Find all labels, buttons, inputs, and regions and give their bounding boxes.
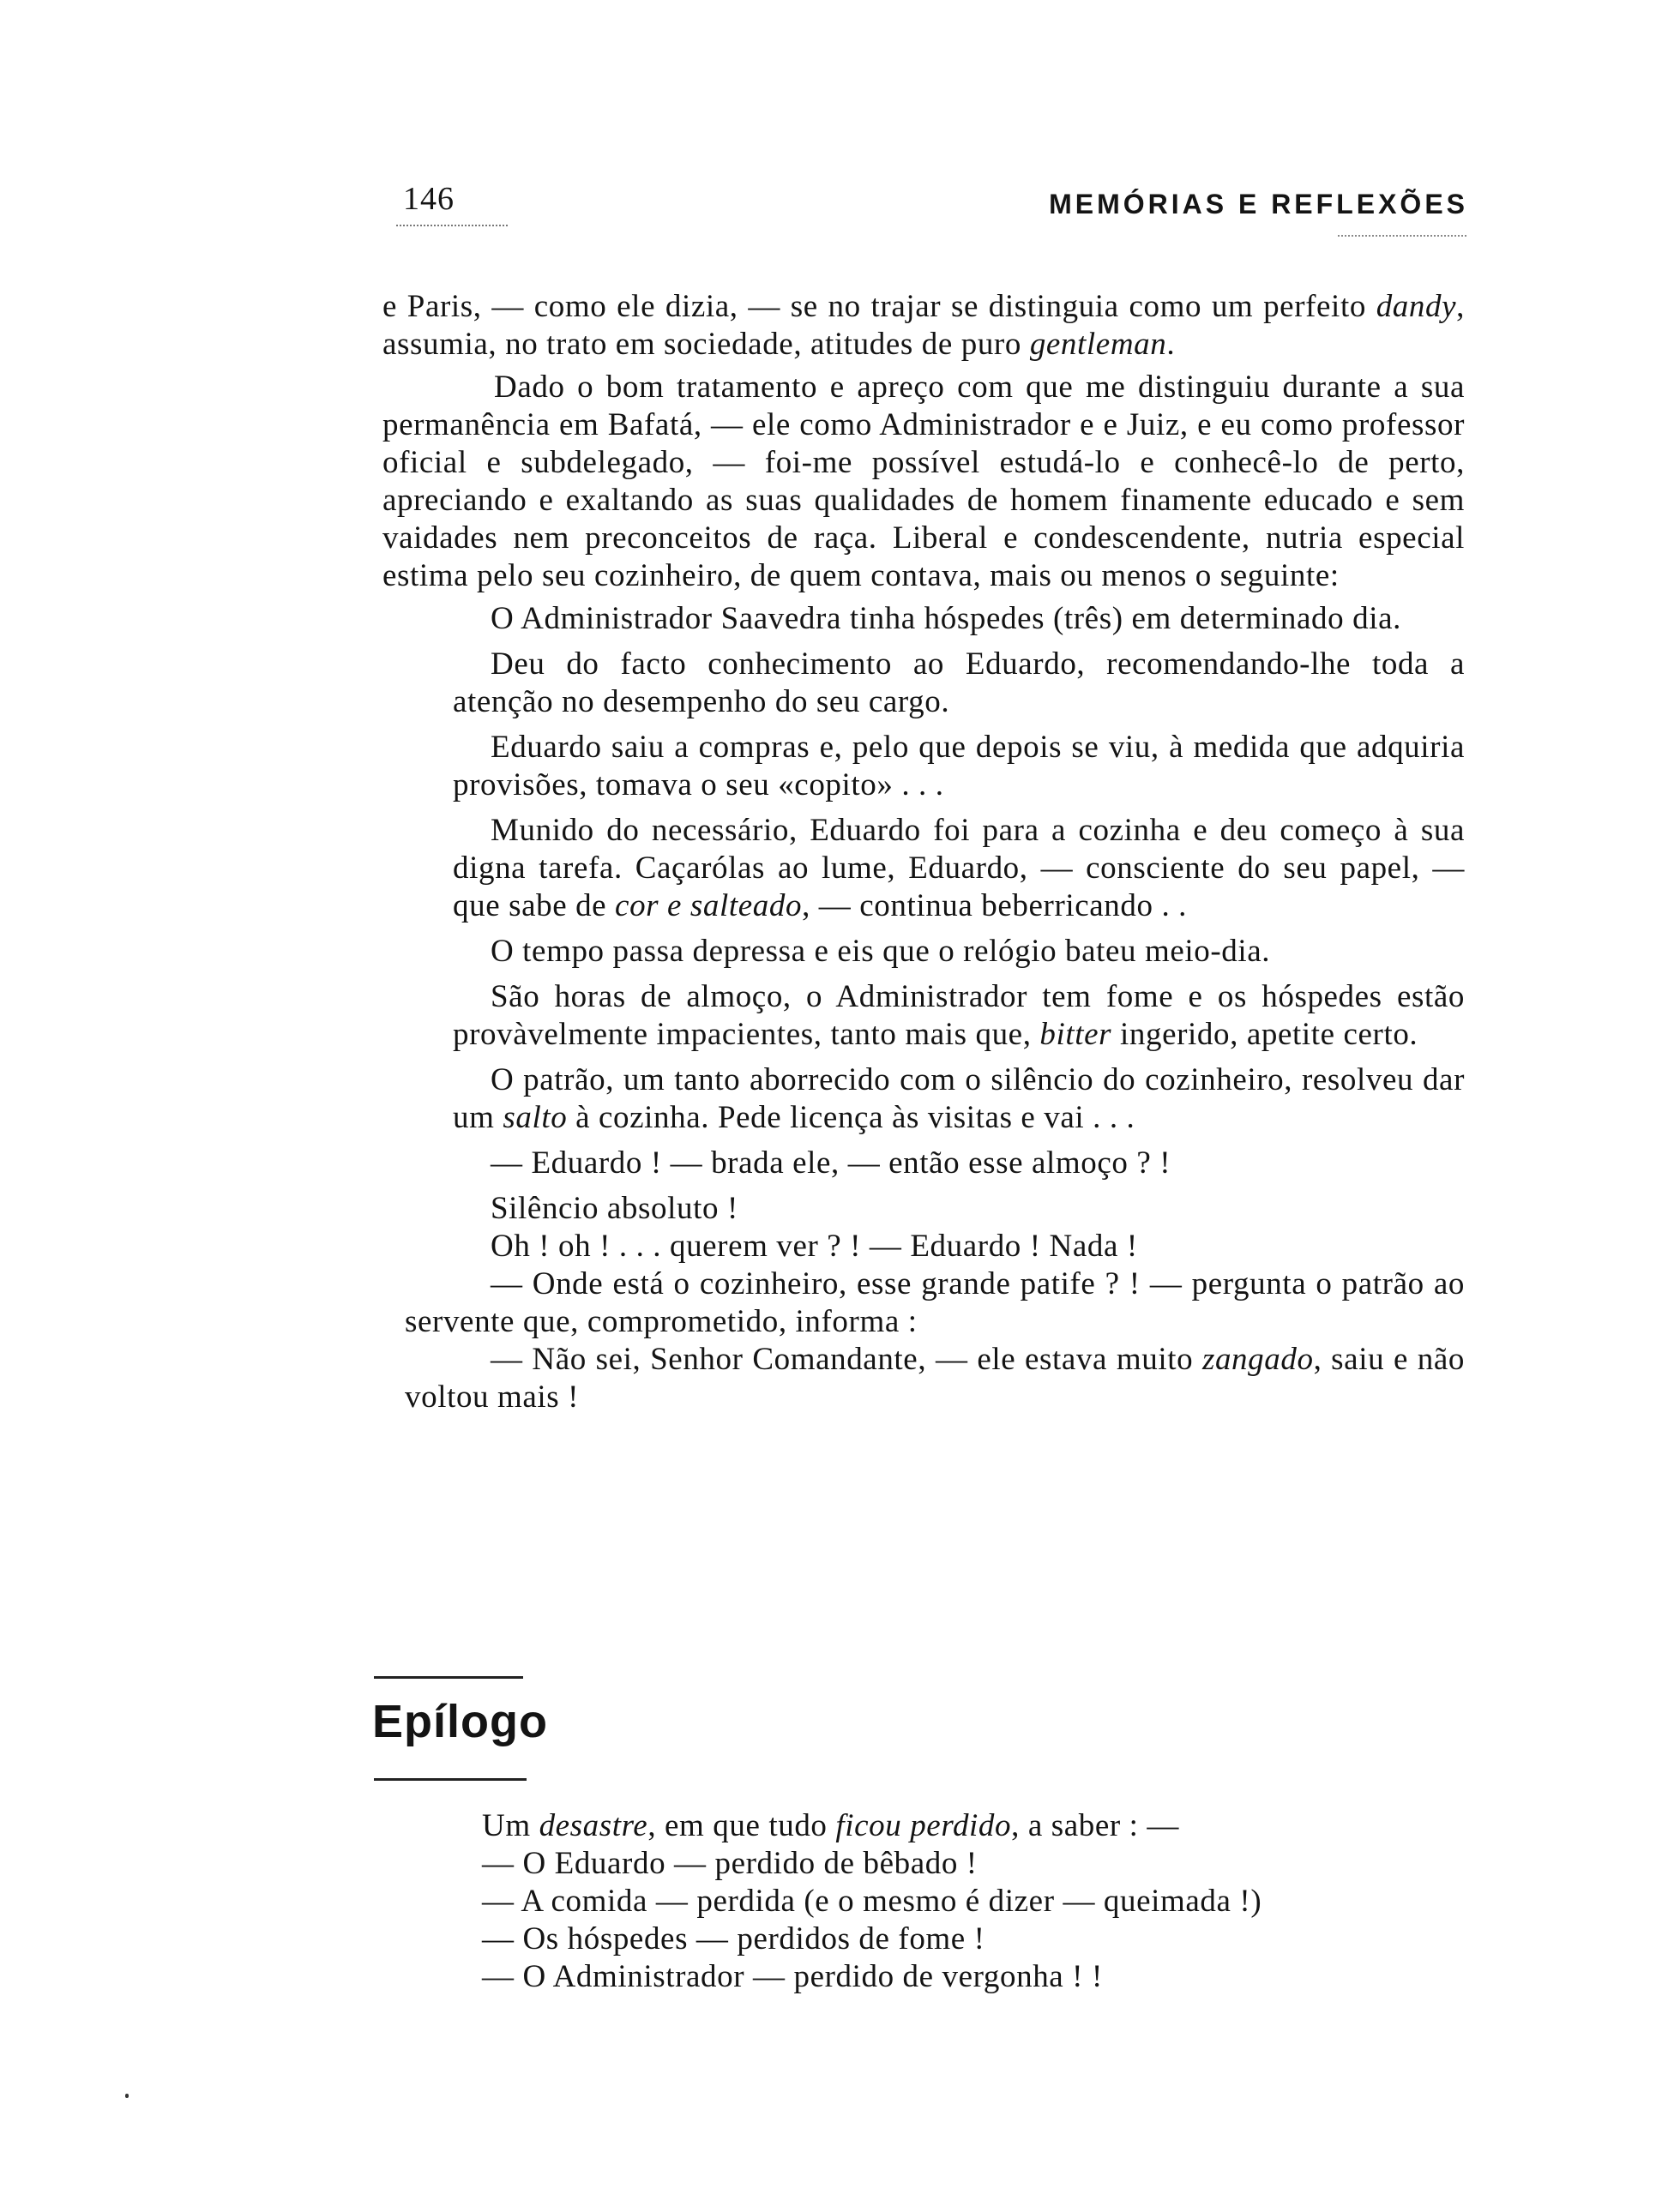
dialogue-wrap (405, 1265, 1465, 1416)
dialogue-line-5-italic: zangado (1201, 1342, 1314, 1377)
anecdote-paragraph-7-text-a: O patrão, um tanto aborrecido com o silêncio do cozinheiro, resolveu dar um (453, 1062, 1465, 1135)
anecdote-paragraph-4-text-c: , — continua beberricando . . (802, 888, 1187, 923)
epilogue-line-3: — Os hóspedes — perdidos de fome ! (482, 1921, 985, 1957)
paragraph-2: Dado o bom tratamento e apreço com que me distinguiu durante a sua permanência em Bafatá, — ele como Administrador e e Juiz, e eu como professor oficial e subdelegado, — foi-me possível estudá-lo e conhecê-lo de perto, apreciando e exaltando as suas qualidades de homem finamente educado e sem vaidades nem preconceitos de raça. Liberal e condescendente, nutria especial estima pelo seu cozinheiro, de quem contava, mais ou menos o seguinte: (382, 370, 1465, 593)
anecdote-paragraph-3: Eduardo saiu a compras e, pelo que depois se viu, à medida que adquiria provisões, tomava o seu «copito» . . . (453, 730, 1465, 802)
epilogue-intro-text-e: , a saber : — (1011, 1808, 1179, 1843)
anecdote-block (405, 600, 1465, 1416)
section-heading-epilogue: Epílogo (372, 1696, 548, 1747)
paragraph-1 (382, 288, 1465, 364)
epilogue-intro-italic-ficou-perdido: ficou perdido (835, 1808, 1012, 1843)
epilogue-line-4: — O Administrador — perdido de vergonha ! ! (482, 1959, 1103, 1994)
epilogue-intro-text-c: , em que tudo (647, 1808, 836, 1843)
section-rule-bottom (374, 1778, 527, 1781)
anecdote-paragraph-4-italic: cor e salteado (615, 888, 803, 923)
paragraph-1-italic-dandy: dandy (1376, 289, 1457, 324)
anecdote-paragraph-6-italic: bitter (1039, 1017, 1112, 1052)
section-rule-top (374, 1676, 523, 1679)
anecdote-paragraph-4-text-a: Munido do necessário, Eduardo foi para a cozinha e deu começo à sua digna tarefa. Caçarólas ao lume, Eduardo, — consciente do seu papel, — que sabe de (453, 813, 1465, 923)
dialogue-line-2: Silêncio absoluto ! (491, 1191, 738, 1226)
dialogue-line-1: — Eduardo ! — brada ele, — então esse almoço ? ! (491, 1145, 1171, 1181)
print-speck (125, 2094, 129, 2098)
anecdote-paragraph-2: Deu do facto conhecimento ao Eduardo, recomendando-lhe toda a atenção no desempenho do seu cargo. (453, 646, 1465, 719)
anecdote-paragraph-6-text-a: São horas de almoço, o Administrador tem fome e os hóspedes estão provàvelmente impacientes, tanto mais que, (453, 979, 1465, 1052)
anecdote-paragraph-7 (453, 1061, 1465, 1137)
running-head: MEMÓRIAS E REFLEXÕES (1049, 189, 1468, 219)
anecdote-paragraph-5: O tempo passa depressa e eis que o relógio bateu meio-dia. (491, 934, 1271, 969)
epilogue-intro-italic-desastre: desastre (539, 1808, 648, 1843)
dialogue-line-5-text-c: , saiu e não voltou mais ! (405, 1342, 1465, 1415)
epilogue-text (482, 1807, 1468, 1996)
anecdote-paragraph-1: O Administrador Saavedra tinha hóspedes (três) em determinado dia. (491, 601, 1401, 636)
paragraph-1-text-e: . (1166, 327, 1176, 362)
page-number-rule (396, 225, 508, 226)
paragraph-1-text-a: e Paris, — como ele dizia, — se no trajar se distinguia como um perfeito (382, 289, 1376, 324)
dialogue-line-5 (405, 1341, 1465, 1416)
paragraph-1-text-c: , assumia, no trato em sociedade, atitudes de puro (382, 289, 1465, 362)
running-head-rule (1338, 235, 1466, 237)
dialogue-line-5-text-a: — Não sei, Senhor Comandante, — ele estava muito (491, 1342, 1202, 1377)
dialogue-line-4: — Onde está o cozinheiro, esse grande patife ? ! — pergunta o patrão ao servente que, comprometido, informa : (405, 1266, 1465, 1339)
epilogue-line-2: — A comida — perdida (e o mesmo é dizer — queimada !) (482, 1884, 1262, 1919)
body-text (382, 288, 1465, 1416)
epilogue-intro (482, 1807, 1468, 1845)
anecdote-paragraph-7-italic: salto (503, 1100, 568, 1135)
anecdote-paragraph-6 (453, 978, 1465, 1054)
anecdote-paragraph-7-text-c: à cozinha. Pede licença às visitas e vai . . . (567, 1100, 1135, 1135)
epilogue-intro-text-a: Um (482, 1808, 539, 1843)
epilogue-line-1: — O Eduardo — perdido de bêbado ! (482, 1846, 978, 1881)
anecdote-paragraph-4 (453, 812, 1465, 925)
dialogue-line-3: Oh ! oh ! . . . querem ver ? ! — Eduardo ! Nada ! (491, 1229, 1138, 1264)
paragraph-1-italic-gentleman: gentleman (1029, 327, 1167, 362)
anecdote-paragraph-6-text-c: ingerido, apetite certo. (1111, 1017, 1418, 1052)
page-number: 146 (403, 181, 455, 217)
